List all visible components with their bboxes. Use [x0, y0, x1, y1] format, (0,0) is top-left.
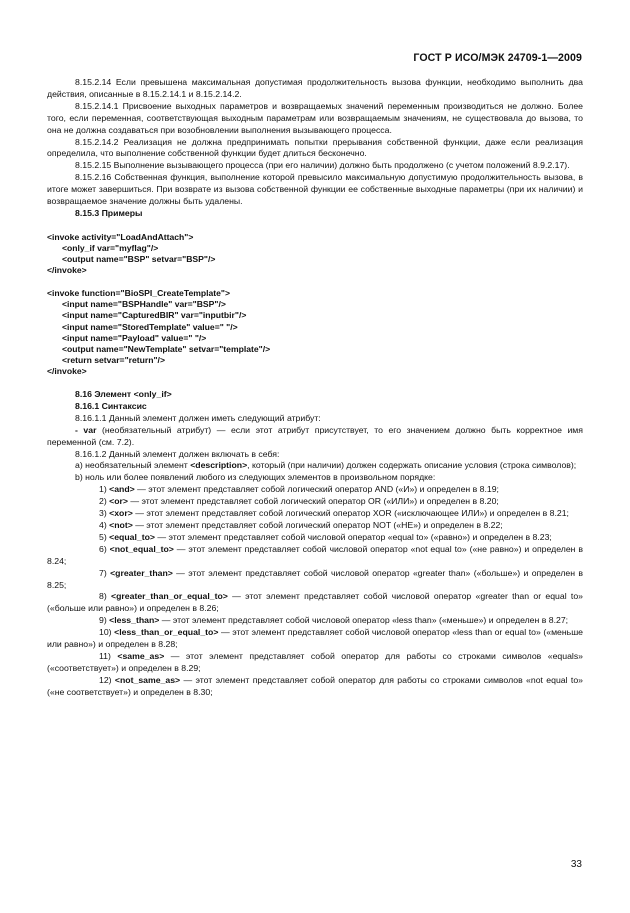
list-item: 3) <xor> — этот элемент представляет собой логический оператор XOR («исключающее ИЛИ») и определен в 8.21; — [99, 508, 569, 519]
list-item: 2) <or> — этот элемент представляет собой логический оператор OR («ИЛИ») и определен в 8.20; — [99, 496, 499, 507]
section-heading: 8.16 Элемент <only_if> — [75, 389, 172, 399]
code-line: <input name="BSPHandle" var="BSP"/> — [62, 299, 226, 310]
paragraph: 8.16.1.1 Данный элемент должен иметь следующий атрибут: — [75, 412, 321, 423]
code-line: </invoke> — [47, 265, 87, 276]
element-tag: <or> — [109, 496, 128, 507]
element-tag: <greater_than_or_equal_to> — [111, 591, 228, 602]
code-example-2 — [47, 288, 583, 377]
list-item: 5) <equal_to> — этот элемент представляет собой числовой оператор «equal to» («равно») и определен в 8.23; — [99, 531, 552, 542]
element-tag: <same_as> — [117, 650, 165, 661]
list-item: 1) <and> — этот элемент представляет собой логический оператор AND («И») и определен в 8.19; — [99, 484, 499, 495]
var-attribute-name: - var — [75, 424, 97, 435]
page-number: 33 — [570, 859, 582, 870]
paragraph: 8.15.2.14.2 Реализация не должна предпринимать попытки прерывания собственной функции, даже если реализация определила, что выполнение собственной функции будет длиться бесконечно. — [47, 136, 583, 159]
attribute-description — [47, 425, 583, 449]
code-line: <input name="CapturedBIR" var="inputbir"/> — [62, 310, 247, 321]
code-line: <input name="StoredTemplate" value=" "/> — [62, 321, 238, 332]
page-content — [47, 77, 583, 699]
syntax-heading: 8.16.1 Синтаксис — [75, 400, 147, 411]
page-header: ГОСТ Р ИСО/МЭК 24709-1—2009 — [413, 52, 582, 64]
paragraph: 8.15.2.14.1 Присвоение выходных параметров и возвращаемых значений переменным производиться не должно. Более того, если переменная, соответствующая выходным параметрам или возвращаемым значениям, не существовала до вызова, то она не должна создаваться при возобновлении выполнения вызывающего процесса. — [47, 100, 583, 135]
element-tag: <xor> — [109, 508, 133, 519]
element-list — [47, 484, 583, 698]
list-item: 8) <greater_than_or_equal_to> — этот элемент представляет собой числовой оператор «greater than or equal to» («больше или равно») и определен в 8.26; — [47, 591, 583, 614]
element-tag: <not> — [109, 519, 133, 530]
paragraph: 8.16.1.2 Данный элемент должен включать в себя: — [75, 448, 280, 459]
code-line: <return setvar="return"/> — [62, 354, 165, 365]
code-line: <invoke function="BioSPI_CreateTemplate"> — [47, 288, 231, 299]
element-tag: <equal_to> — [109, 531, 156, 542]
code-example-1 — [47, 232, 583, 276]
list-item-a: а) необязательный элемент <description>, который (при наличии) должен содержать описание условия (строка символов); — [75, 460, 577, 471]
paragraph: 8.15.2.16 Собственная функция, выполнение которой превысило максимальную допустимую продолжительность вызова, в итоге может завершиться. При возврате из вызова собственной функции ее собственные выходные параметры (при их наличии) и возвращаемое значение должны быть удалены. — [47, 172, 583, 207]
code-line: <output name="BSP" setvar="BSP"/> — [62, 254, 216, 265]
var-attribute-text: (необязательный атрибут) — если этот атрибут присутствует, то его значением должно быть корректное имя переменной (см. 7.2). — [47, 424, 583, 447]
code-line: <invoke activity="LoadAndAttach"> — [47, 231, 194, 242]
element-tag: <not_same_as> — [114, 674, 181, 685]
examples-heading: 8.15.3 Примеры — [75, 207, 143, 218]
list-item: 7) <greater_than> — этот элемент представляет собой числовой оператор «greater than» («больше») и определен в 8.25; — [47, 567, 583, 590]
list-item: 6) <not_equal_to> — этот элемент представляет собой числовой оператор «not equal to» («не равно») и определен в 8.24; — [47, 543, 583, 566]
list-item-b: b) ноль или более появлений любого из следующих элементов в произвольном порядке: — [75, 472, 436, 483]
element-tag: <and> — [109, 484, 135, 495]
element-tag: <less_than_or_equal_to> — [114, 627, 219, 638]
element-tag: <less_than> — [109, 615, 160, 626]
list-item: 12) <not_same_as> — этот элемент представляет собой оператор для работы со строками символов «not equal to» («не соответствует») и определен в 8.30; — [47, 674, 583, 697]
paragraph: 8.15.2.14 Если превышена максимальная допустимая продолжительность вызова функции, необходимо выполнить два действия, описанные в 8.15.2.14.1 и 8.15.2.14.2. — [47, 77, 583, 99]
list-item: 11) <same_as> — этот элемент представляет собой оператор для работы со строками символов «equals» («соответствует») и определен в 8.29; — [47, 650, 584, 673]
list-item: 4) <not> — этот элемент представляет собой логический оператор NOT («НЕ») и определен в 8.22; — [99, 519, 503, 530]
element-tag: <description> — [190, 460, 248, 471]
paragraph: 8.15.2.15 Выполнение вызывающего процесса (при его наличии) должно быть продолжено (с учетом положений 8.9.2.17). — [75, 160, 570, 171]
code-line: <output name="NewTemplate" setvar="template"/> — [62, 343, 271, 354]
code-line: </invoke> — [47, 365, 87, 376]
code-line: <only_if var="myflag"/> — [62, 242, 159, 253]
element-tag: <not_equal_to> — [109, 543, 174, 554]
element-tag: <greater_than> — [110, 567, 173, 578]
list-item: 9) <less_than> — этот элемент представляет собой числовой оператор «less than» («меньше») и определен в 8.27; — [99, 615, 569, 626]
code-line: <input name="Payload" value=" "/> — [62, 332, 207, 343]
list-item: 10) <less_than_or_equal_to> — этот элемент представляет собой числовой оператор «less than or equal to» («меньше или равно») и определен в 8.28; — [47, 627, 583, 650]
